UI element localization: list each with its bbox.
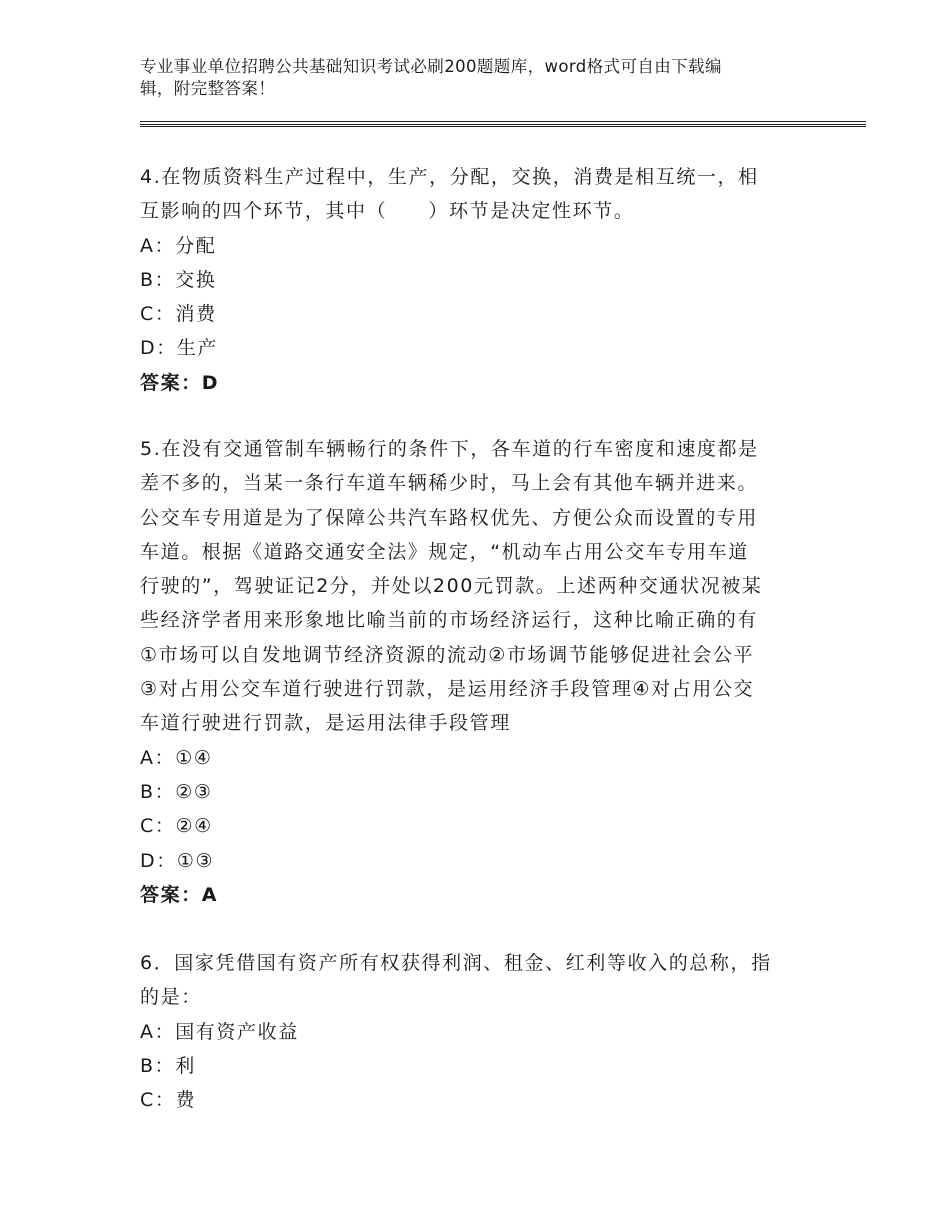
header-line-2: 辑，附完整答案！ xyxy=(140,79,276,98)
option-a: A：分配 xyxy=(140,234,217,257)
header-rule-3 xyxy=(140,126,866,127)
option-d: D：生产 xyxy=(140,337,219,360)
question-stem-line: 行驶的”，驾驶证记2分，并处以200元罚款。上述两种交通状况被某 xyxy=(140,575,763,598)
option-a: A：①④ xyxy=(140,746,213,769)
header-rule-1 xyxy=(140,121,866,122)
answer-label: 答案：D xyxy=(140,371,220,394)
question-stem-line: 些经济学者用来形象地比喻当前的市场经济运行，这种比喻正确的有 xyxy=(140,609,759,632)
question-stem-line: 车道。根据《道路交通安全法》规定，“机动车占用公交车专用车道 xyxy=(140,540,749,563)
question-stem-line: 公交车专用道是为了保障公共汽车路权优先、方便公众而设置的专用 xyxy=(140,506,759,529)
header-line-1: 专业事业单位招聘公共基础知识考试必刷200题题库，word格式可自由下载编 xyxy=(140,57,722,76)
option-a: A：国有资产收益 xyxy=(140,1020,299,1043)
question-stem-line: 互影响的四个环节，其中（ ）环节是决定性环节。 xyxy=(140,200,635,223)
option-d: D：①③ xyxy=(140,849,215,872)
question-stem-line: 4.在物质资料生产过程中，生产，分配，交换，消费是相互统一，相 xyxy=(140,166,759,188)
option-c: C：费 xyxy=(140,1089,197,1112)
question-6 xyxy=(140,946,820,1117)
option-c: C：消费 xyxy=(140,303,217,326)
option-b: B：②③ xyxy=(140,780,213,803)
question-stem-line: ③对占用公交车道行驶进行罚款，是运用经济手段管理④对占用公交 xyxy=(140,678,755,701)
question-4 xyxy=(140,160,820,400)
option-b: B：利 xyxy=(140,1054,196,1077)
option-c: C：②④ xyxy=(140,815,213,838)
document-header xyxy=(140,56,800,100)
question-5 xyxy=(140,432,820,912)
question-stem-line: ①市场可以自发地调节经济资源的流动②市场调节能够促进社会公平 xyxy=(140,643,755,666)
answer-label: 答案：A xyxy=(140,883,219,906)
question-stem-line: 6．国家凭借国有资产所有权获得利润、租金、红利等收入的总称，指 xyxy=(140,952,772,974)
header-rule-2 xyxy=(140,124,866,125)
option-b: B：交换 xyxy=(140,268,217,291)
question-stem-line: 差不多的，当某一条行车道车辆稀少时，马上会有其他车辆并进来。 xyxy=(140,472,759,495)
question-stem-line: 车道行驶进行罚款，是运用法律手段管理 xyxy=(140,712,511,735)
question-stem-line: 的是： xyxy=(140,986,202,1009)
question-stem-line: 5.在没有交通管制车辆畅行的条件下，各车道的行车密度和速度都是 xyxy=(140,438,759,460)
